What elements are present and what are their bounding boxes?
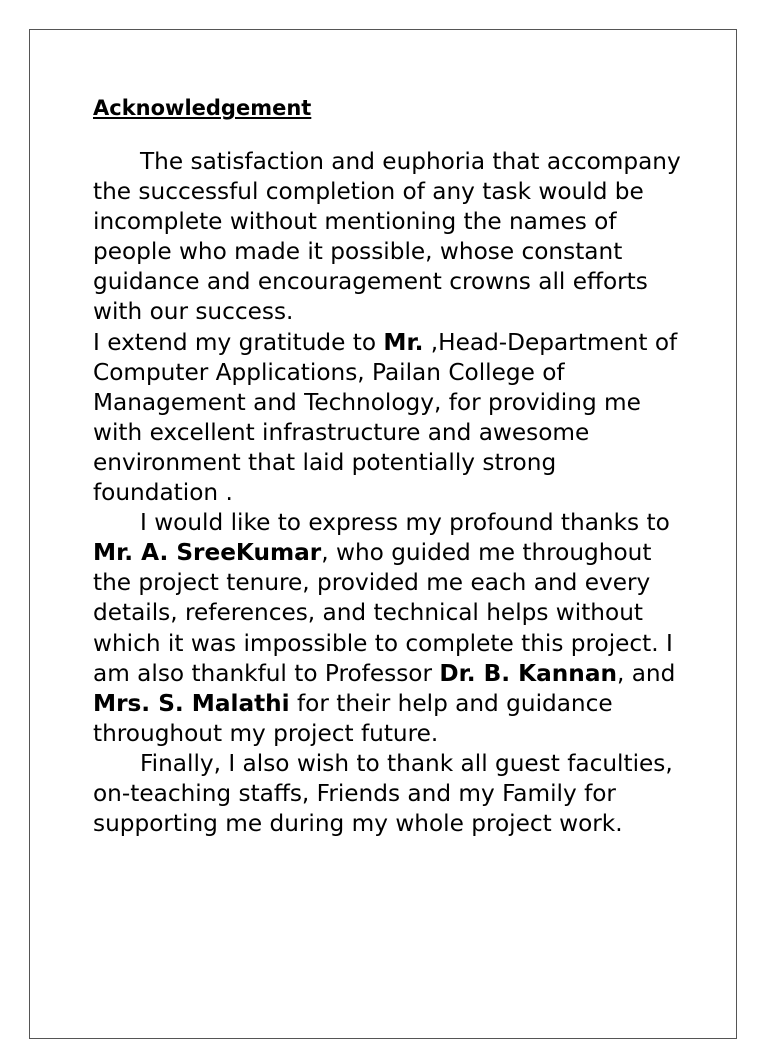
paragraph-gratitude-text-end: ,Head-Department of Computer Applications, Pailan College of Management and Technology, for providing me with excellent infrastructure and awesome environment that laid potentially strong foundation . — [93, 328, 678, 507]
document-page — [29, 29, 737, 1039]
document-content — [93, 93, 683, 839]
paragraph-thanks-text-end: for their help and guidance throughout my project future. — [93, 689, 613, 747]
professor-name: Dr. B. Kannan — [439, 659, 617, 687]
co-guide-name: Mrs. S. Malathi — [93, 689, 290, 717]
paragraph-thanks-text-mid2: , and — [616, 659, 676, 687]
head-name: Mr. — [383, 328, 424, 356]
paragraph-gratitude — [93, 328, 683, 509]
paragraph-thanks — [93, 508, 683, 749]
paragraph-thanks-text-mid1: , who guided me throughout the project tenure, provided me each and every details, references, and technical helps without which it was impossible to complete this project. I am also thankful to Professor — [93, 539, 673, 687]
paragraph-intro: The satisfaction and euphoria that accompany the successful completion of any task would be incomplete without mentioning the names of people who made it possible, whose constant guidance and encouragement crowns all efforts with our success. — [93, 148, 681, 326]
guide-name: Mr. A. SreeKumar — [93, 539, 322, 567]
paragraph-thanks-text-start: I would like to express my profound thanks to — [140, 509, 670, 537]
page-title: Acknowledgement — [93, 96, 312, 120]
paragraph-gratitude-text-start: I extend my gratitude to — [93, 328, 384, 356]
paragraph-final: Finally, I also wish to thank all guest faculties, on-teaching staffs, Friends and my Family for supporting me during my whole project work. — [93, 749, 673, 838]
